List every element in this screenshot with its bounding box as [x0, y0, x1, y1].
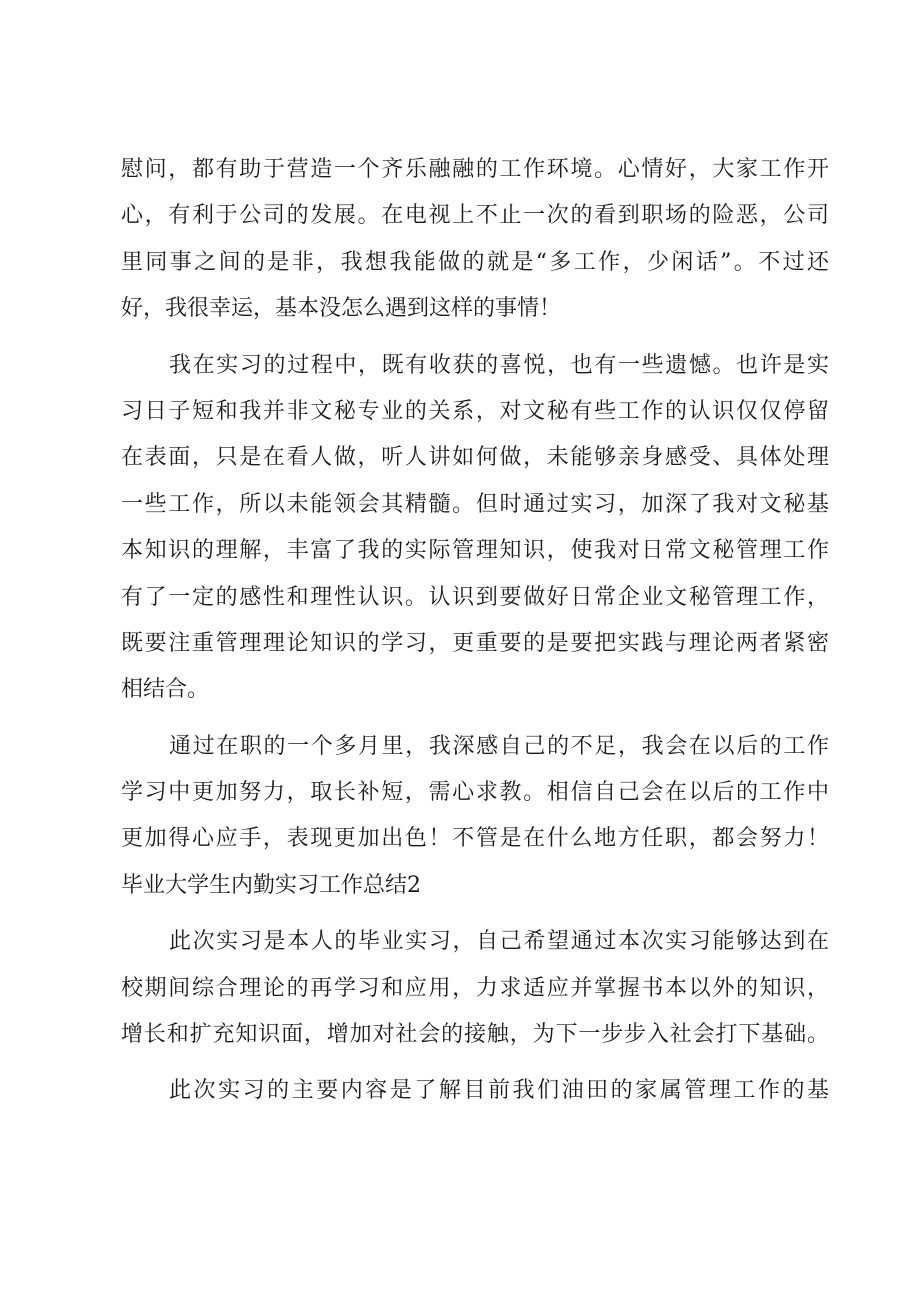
paragraph-3: [121, 724, 829, 863]
text-line: 增长和扩充知识面，增加对社会的接触，为下一步步入社会打下基础。: [121, 1022, 829, 1048]
text-line: 在表面，只是在看人做，听人讲如何做，未能够亲身感受、具体处理: [121, 445, 829, 471]
text-line: 我在实习的过程中，既有收获的喜悦，也有一些遗憾。也许是实: [169, 352, 829, 378]
text-line: 此次实习的主要内容是了解目前我们油田的家属管理工作的基: [169, 1078, 829, 1104]
text-line: 更加得心应手，表现更加出色！不管是在什么地方任职，都会努力！: [121, 826, 829, 852]
text-line: 有了一定的感性和理性认识。认识到要做好日常企业文秘管理工作，: [121, 584, 829, 610]
text-line: 习日子短和我并非文秘专业的关系，对文秘有些工作的认识仅仅停留: [121, 398, 829, 424]
paragraph-1: [121, 147, 829, 333]
text-line: 慰问，都有助于营造一个齐乐融融的工作环境。心情好，大家工作开: [121, 157, 829, 182]
text-line: 学习中更加努力，取长补短，需心求教。相信自己会在以后的工作中: [121, 780, 829, 806]
text-line: 心，有利于公司的发展。在电视上不止一次的看到职场的险恶，公司: [121, 203, 829, 229]
text-line: 既要注重管理理论知识的学习，更重要的是要把实践与理论两者紧密: [121, 630, 829, 656]
text-line: 校期间综合理论的再学习和应用，力求适应并掌握书本以外的知识，: [121, 975, 829, 1001]
text-line: 本知识的理解，丰富了我的实际管理知识，使我对日常文秘管理工作: [121, 538, 829, 564]
document-body: [121, 147, 829, 1115]
text-line: 通过在职的一个多月里，我深感自己的不足，我会在以后的工作: [169, 733, 829, 759]
paragraph-5: [121, 1068, 829, 1114]
text-line: 里同事之间的是非，我想我能做的就是“多工作，少闲话”。不过还: [121, 249, 829, 275]
text-line: 此次实习是本人的毕业实习，自己希望通过本次实习能够达到在: [169, 929, 829, 955]
paragraph-2: [121, 343, 829, 714]
text-line: 好，我很幸运，基本没怎么遇到这样的事情！: [121, 296, 562, 322]
section-heading: [121, 863, 829, 909]
section-heading-text: 毕业大学生内勤实习工作总结2: [121, 872, 421, 898]
text-line: 相结合。: [121, 677, 210, 703]
text-line: 一些工作，所以未能领会其精髓。但时通过实习，加深了我对文秘基: [121, 491, 829, 517]
paragraph-4: [121, 919, 829, 1058]
